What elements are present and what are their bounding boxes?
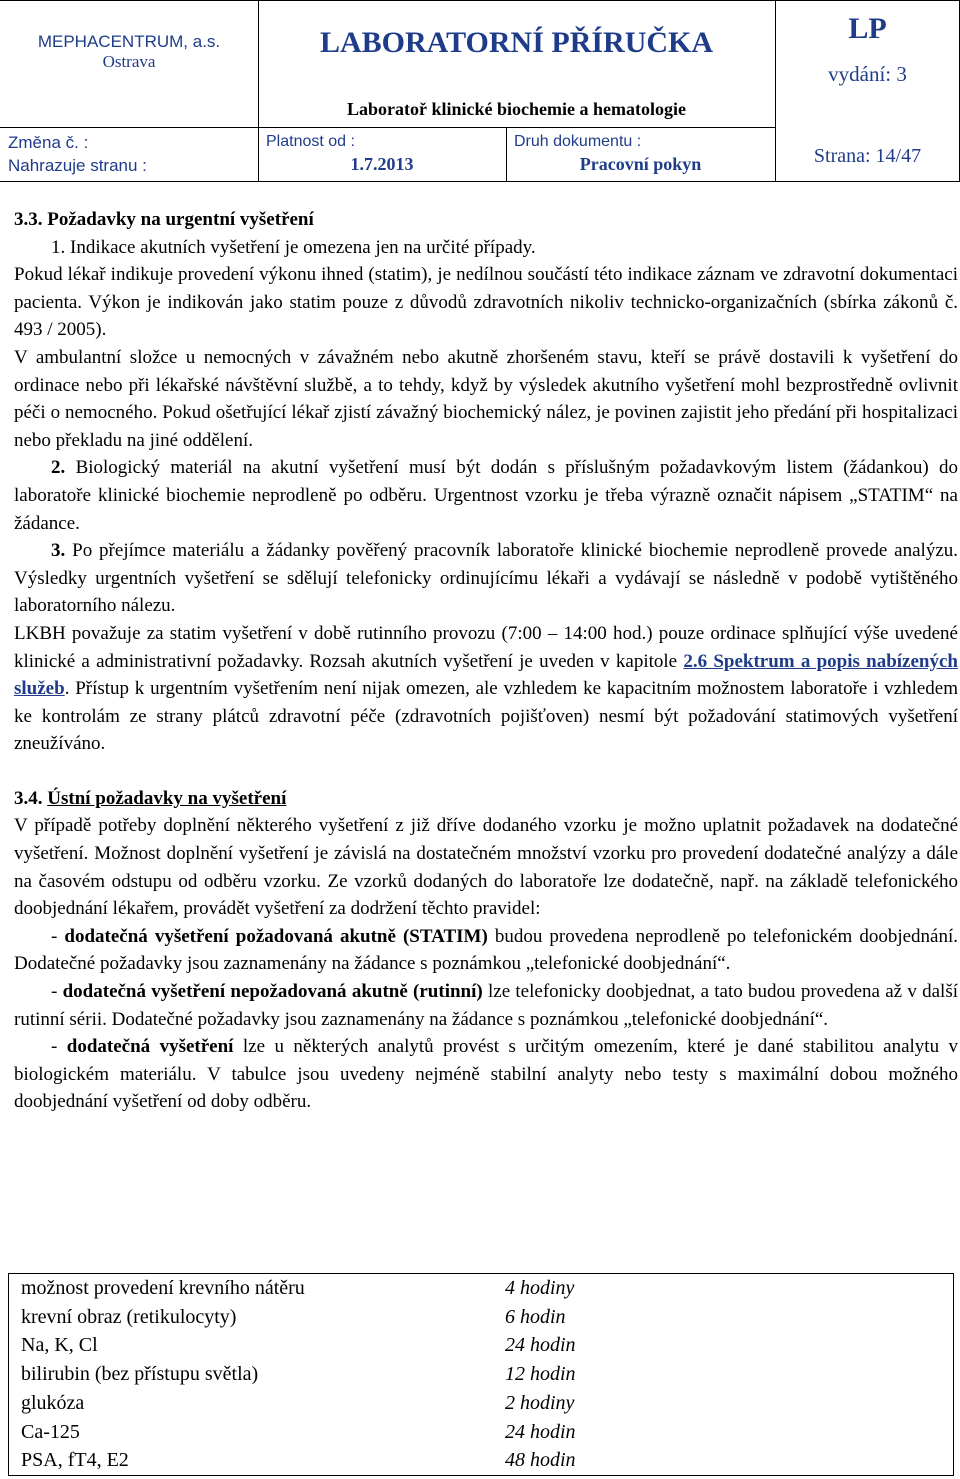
bullet-routine — [14, 978, 958, 1033]
page-number: Strana: 14/47 — [813, 145, 922, 167]
section-3-3-item-2 — [14, 454, 958, 537]
max-time: 48 hodin — [505, 1449, 576, 1472]
test-name: krevní obraz (retikulocyty) — [21, 1305, 237, 1328]
item-2-number: 2. — [51, 457, 66, 479]
section-3-3-paragraph-3 — [14, 620, 958, 758]
valid-from-date: 1.7.2013 — [350, 154, 414, 174]
table-row — [9, 1360, 954, 1389]
spectrum-services-link[interactable]: 2.6 Spektrum a popis nabízených služeb — [14, 650, 958, 700]
document-type-value: Pracovní pokyn — [579, 154, 702, 174]
document-edition: vydání: 3 — [828, 62, 907, 86]
max-time: 24 hodin — [505, 1334, 576, 1357]
analyte-stability-table — [8, 1273, 954, 1476]
section-3-4-paragraph-1: V případě potřeby doplnění některého vyšetření z již dříve dodaného vzorku je možno uplatnit požadavek na dodatečné vyšetření. Možnost doplnění vyšetření je závislá na dostatečném množství vzorku pro provedení dodatečné analýzy a dále na časovém odstupu od odběru vzorku. Ze vzorků dodaných do laboratoře lze dodatečně, např. na základě telefonického doobjednání lékařem, provádět vyšetření za dodržení těchto pravidel: — [14, 815, 958, 920]
bullet-statim-bold: dodatečná vyšetření požadovaná akutně (STATIM) — [64, 925, 488, 947]
section-3-3-heading: 3.3. Požadavky na urgentní vyšetření — [14, 209, 314, 230]
max-time: 24 hodin — [505, 1420, 576, 1443]
company-city: Ostrava — [102, 52, 156, 71]
document-type-label: Druh dokumentu : — [514, 133, 642, 150]
section-3-3-item-3 — [14, 537, 958, 620]
bullet-dash: - — [51, 1036, 67, 1058]
table-row — [9, 1418, 954, 1447]
test-name: bilirubin (bez přístupu světla) — [21, 1363, 259, 1386]
header-divider — [0, 127, 775, 128]
document-header — [0, 0, 960, 182]
max-time: 6 hodin — [505, 1305, 566, 1328]
table-row — [9, 1331, 954, 1360]
test-name: PSA, fT4, E2 — [21, 1449, 129, 1472]
test-name: glukóza — [21, 1391, 85, 1414]
max-time: 12 hodin — [505, 1363, 576, 1386]
table-row — [9, 1303, 954, 1332]
section-3-4-number: 3.4. — [14, 787, 43, 809]
document-body — [14, 206, 958, 1116]
max-time: 4 hodiny — [505, 1277, 575, 1299]
bullet-statim-text: budou provedena neprodleně po telefonickém doobjednání. Dodatečné požadavky jsou zaznamenány na žádance s poznámkou „telefonické doobjednání“. — [14, 925, 959, 975]
paragraph-3-after-link: . Přístup k urgentním vyšetřením není nijak omezen, ale vzhledem ke kapacitním možnostem laboratoře i vzhledem ke kontrolám ze strany plátců zdravotní péče (zdravotních pojišťoven) nesmí být požadování statimových vyšetření zneužíváno. — [14, 678, 958, 755]
company-name: MEPHACENTRUM, a.s. — [37, 32, 221, 51]
header-top-border — [0, 0, 960, 1]
replaces-page-label: Nahrazuje stranu : — [8, 156, 147, 175]
table-row — [9, 1446, 954, 1475]
bullet-dash: - — [51, 925, 65, 947]
section-3-4-title: Ústní požadavky na vyšetření — [47, 787, 287, 809]
paragraph-3-before-link: LKBH považuje za statim vyšetření v době rutinního provozu (7:00 – 14:00 hod.) pouze ordinace splňující výše uvedené klinické a administrativní požadavky. Rozsah akutních vyšetření je uveden v kapitole — [14, 622, 958, 672]
section-3-3-paragraph-1: Pokud lékař indikuje provedení výkonu ihned (statim), je nedílnou součástí této indikace záznam ve zdravotní dokumentaci pacienta. Výkon je indikován jako statim pouze z důvodů zdravotních nikoliv technicko-organizačních (sbírka zákonů č. 493 / 2005). — [14, 264, 958, 341]
item-3-text: Po přejímce materiálu a žádanky pověřený pracovník laboratoře klinické biochemie neprodleně provede analýzu. Výsledky urgentních vyšetření se sdělují telefonicky ordinujícímu lékaři a vydávají se následně v podobě vytištěného laboratorního nálezu. — [14, 540, 958, 617]
document-title: LABORATORNÍ PŘÍRUČKA — [319, 26, 714, 59]
section-3-3-item-1 — [14, 234, 958, 262]
section-3-4-heading — [14, 785, 958, 813]
table-row — [9, 1274, 954, 1303]
bullet-routine-bold: dodatečná vyšetření nepožadovaná akutně (rutinní) — [62, 981, 483, 1003]
document-code: LP — [848, 12, 887, 45]
item-2-text: Biologický materiál na akutní vyšetření musí být dodán s příslušným požadavkovým listem (žádankou) do laboratoře klinické biochemie neprodleně po odběru. Urgentnost vzorku je třeba výrazně označit nápisem „STATIM“ na žádance. — [14, 457, 958, 534]
bullet-routine-text: lze telefonicky doobjednat, a tato budou provedena až v další rutinní sérii. Dodatečné požadavky jsou zaznamenány na žádance s poznámkou „telefonické doobjednání“. — [14, 981, 958, 1030]
max-time: 2 hodiny — [505, 1391, 575, 1414]
test-name: Ca-125 — [21, 1420, 80, 1443]
test-name: možnost provedení krevního nátěru — [21, 1277, 305, 1299]
test-name: Na, K, Cl — [21, 1334, 98, 1357]
bullet-stability-bold: dodatečná vyšetření — [66, 1036, 234, 1058]
bullet-dash: - — [51, 981, 63, 1003]
item-3-number: 3. — [51, 540, 66, 562]
item-1-number: 1. — [51, 236, 66, 258]
bullet-stability — [14, 1033, 958, 1116]
section-3-3-paragraph-2: V ambulantní složce u nemocných v závažném nebo akutně zhoršeném stavu, kteří se právě dostavili k vyšetření do ordinace nebo při lékařské návštěvní službě, a to tehdy, když by výsledek akutního vyšetření mohl bezprostředně ovlivnit péči o nemocného. Pokud ošetřující lékař zjistí závažný biochemický nález, je povinen zajistit jeho předání při hospitalizaci nebo překladu na jiné oddělení. — [14, 346, 958, 451]
section-gap — [14, 758, 958, 785]
change-label: Změna č. : — [8, 133, 89, 152]
item-1-text: Indikace akutních vyšetření je omezena jen na určité případy. — [70, 236, 536, 258]
valid-from-label: Platnost od : — [266, 133, 355, 150]
table-row — [9, 1389, 954, 1418]
laboratory-name: Laboratoř klinické biochemie a hematologie — [347, 99, 686, 119]
header-bottom-border — [0, 181, 960, 182]
bullet-statim — [14, 923, 958, 978]
bullet-stability-text: lze u některých analytů provést s určitým omezením, které je dané stabilitou analytu v biologickém materiálu. V tabulce jsou uvedeny nejméně stabilní analyty nebo testy s maximální dobou možného doobjednání vyšetření od doby odběru. — [14, 1036, 959, 1113]
